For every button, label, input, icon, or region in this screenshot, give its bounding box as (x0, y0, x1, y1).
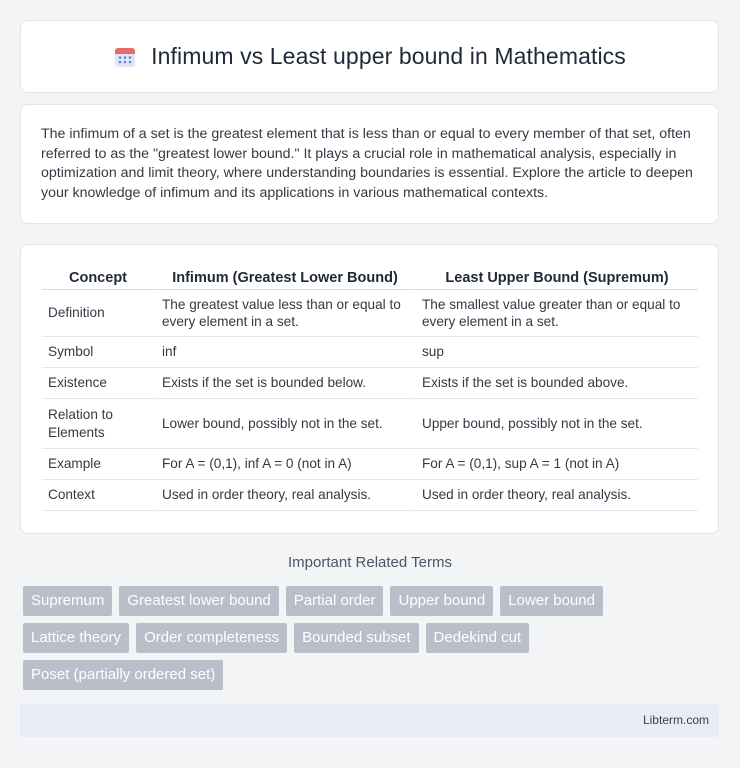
tag-bounded-subset[interactable]: Bounded subset (294, 623, 418, 653)
related-terms-tags (23, 586, 723, 697)
tag-poset[interactable]: Poset (partially ordered set) (23, 660, 223, 690)
table-row (42, 368, 698, 399)
title-card (20, 20, 719, 93)
table-cell-concept: Existence (42, 368, 154, 399)
comparison-table (42, 265, 698, 511)
header-supremum: Least Upper Bound (Supremum) (414, 265, 698, 290)
table-cell-infimum: For A = (0,1), inf A = 0 (not in A) (154, 449, 414, 480)
table-cell-infimum: Exists if the set is bounded below. (154, 368, 414, 399)
header-infimum: Infimum (Greatest Lower Bound) (154, 265, 414, 290)
footer-site-link[interactable]: Libterm.com (642, 713, 709, 727)
table-header-row (42, 265, 698, 290)
table-row (42, 449, 698, 480)
table-cell-supremum: Upper bound, possibly not in the set. (414, 399, 698, 449)
table-cell-concept: Relation to Elements (42, 399, 154, 449)
table-cell-supremum: Exists if the set is bounded above. (414, 368, 698, 399)
table-cell-infimum: Lower bound, possibly not in the set. (154, 399, 414, 449)
tag-row (23, 623, 723, 653)
table-cell-concept: Context (42, 480, 154, 511)
table-row (42, 399, 698, 449)
page-title: Infimum vs Least upper bound in Mathematics (151, 43, 626, 69)
tag-supremum[interactable]: Supremum (23, 586, 112, 616)
table-cell-concept: Example (42, 449, 154, 480)
tag-row (23, 586, 723, 616)
tag-upper-bound[interactable]: Upper bound (390, 586, 493, 616)
comparison-card (20, 244, 719, 534)
tag-lattice-theory[interactable]: Lattice theory (23, 623, 129, 653)
intro-text: The infimum of a set is the greatest element that is less than or equal to every member of that set, often referred to as the "greatest lower bound." It plays a crucial role in mathematical analysis, especially in optimization and limit theory, where understanding boundaries is essential. Explore the article to deepen your knowledge of infimum and its applications in various mathematical contexts. (41, 126, 693, 201)
table-cell-supremum: The smallest value greater than or equal to every element in a set. (414, 290, 698, 337)
table-cell-supremum: For A = (0,1), sup A = 1 (not in A) (414, 449, 698, 480)
tag-greatest-lower-bound[interactable]: Greatest lower bound (119, 586, 278, 616)
tag-dedekind-cut[interactable]: Dedekind cut (426, 623, 530, 653)
table-cell-infimum: The greatest value less than or equal to every element in a set. (154, 290, 414, 337)
table-cell-infimum: Used in order theory, real analysis. (154, 480, 414, 511)
calendar-icon (113, 45, 137, 69)
intro-card (20, 104, 719, 224)
tag-row (23, 660, 723, 690)
header-concept: Concept (42, 265, 154, 290)
table-cell-concept: Symbol (42, 337, 154, 368)
table-cell-concept: Definition (42, 290, 154, 337)
table-cell-supremum: Used in order theory, real analysis. (414, 480, 698, 511)
tag-order-completeness[interactable]: Order completeness (136, 623, 287, 653)
tag-lower-bound[interactable]: Lower bound (500, 586, 603, 616)
tag-partial-order[interactable]: Partial order (286, 586, 384, 616)
table-row (42, 480, 698, 511)
table-cell-infimum: inf (154, 337, 414, 368)
related-terms-heading: Important Related Terms (288, 554, 452, 571)
table-row (42, 337, 698, 368)
footer (20, 704, 719, 737)
table-row (42, 290, 698, 337)
table-cell-supremum: sup (414, 337, 698, 368)
